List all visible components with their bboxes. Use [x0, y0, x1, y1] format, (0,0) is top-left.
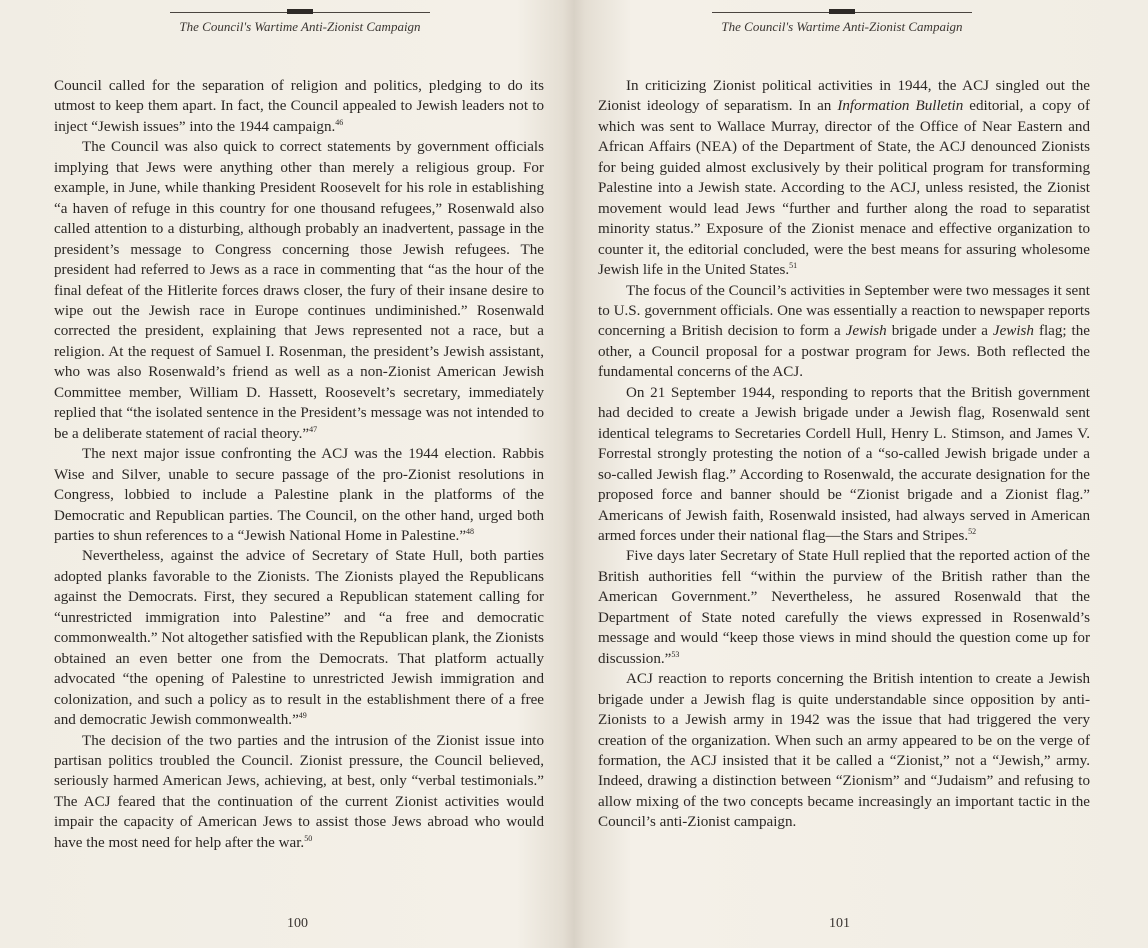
left-running-head-text: The Council's Wartime Anti-Zionist Campaign [179, 19, 421, 34]
text-run: The next major issue confronting the ACJ was the 1944 election. Rabbis Wise and Silver, unable to secure passage of the pro-Zionist resolutions in Congress, lobbied to include a Palestine plank in the platforms of the Democratic and Republican parties. The Council, on the other hand, urged both parties to shun references to a “Jewish National Home in Palestine.” [54, 446, 544, 544]
left-running-head [150, 12, 450, 35]
right-page-number: 101 [829, 916, 850, 931]
paragraph [598, 281, 1090, 383]
footnote-ref: 49 [298, 711, 307, 721]
italic-text: Jewish [845, 323, 887, 340]
footnote-ref: 51 [789, 261, 798, 271]
running-head-rule [712, 12, 972, 13]
right-page [574, 0, 1148, 948]
text-run: editorial, a copy of which was sent to Wallace Murray, director of the Office of Near Eastern and African Affairs (NEA) of the Department of State, the ACJ denounced Zionists for being guided almost exclusively by their political program for transforming Palestine into a Jewish state. According to the ACJ, unless resisted, the Zionist movement would lead Jews “further and further along the road to separatist minority status.” Exposure of the Zionist menace and effective organization to counter it, the editorial concluded, were the best means for assuring wholesome Jewish life in the United States. [598, 98, 1090, 279]
right-running-head-text: The Council's Wartime Anti-Zionist Campaign [721, 19, 963, 34]
footnote-ref: 46 [335, 117, 344, 127]
text-run: flag; the other, a Council proposal for a postwar program for Jews. Both reflected the fundamental concerns of the ACJ. [598, 323, 1090, 381]
left-body-text [54, 76, 544, 853]
text-run: ACJ reaction to reports concerning the British intention to create a Jewish brigade under a Jewish flag is quite understandable since opposition by anti-Zionists to a Jewish army in 1942 was the issue that had triggered the very creation of the organization. When such an army appeared to be on the verge of formation, the ACJ insisted that it be called a “Zionist,” not a “Jewish,” army. Indeed, drawing a distinction between “Zionism” and “Judaism” and refusing to allow mixing of the two concepts became increasingly an important tactic in the Council’s anti-Zionist campaign. [598, 671, 1090, 831]
footnote-ref: 50 [304, 833, 313, 843]
footnote-ref: 52 [968, 526, 977, 536]
text-run: Nevertheless, against the advice of Secretary of State Hull, both parties adopted planks favorable to the Zionists. The Zionists played the Republicans against the Democrats. First, they secured a Republican statement calling for “unrestricted immigration into Palestine” and “a free and democratic commonwealth.” Not altogether satisfied with the Republican plank, the Zionists obtained an even better one from the Democrats. That platform actually advocated “the opening of Palestine to unrestricted Jewish immigration and colonization, and such a policy as to result in the establishment there of a free and democratic Jewish commonwealth.” [54, 548, 544, 729]
text-run: Council called for the separation of religion and politics, pledging to do its utmost to keep them apart. In fact, the Council appealed to Jewish leaders not to inject “Jewish issues” into the 1944 campaign. [54, 78, 544, 135]
right-body-text [598, 76, 1090, 833]
running-head-rule [170, 12, 430, 13]
text-run: The decision of the two parties and the intrusion of the Zionist issue into partisan politics troubled the Council. Zionist pressure, the Council believed, seriously harmed American Jews, achieving, at best, only “verbal testimonials.” The ACJ feared that the continuation of the current Zionist activities would impair the capacity of American Jews to assist those Jews abroad who would have the most need for help after the war. [54, 732, 544, 851]
paragraph [598, 669, 1090, 833]
right-running-head [692, 12, 992, 35]
text-run: The focus of the Council’s activities in September were two messages it sent to U.S. government officials. One was essentially a reaction to newspaper reports concerning a British decision to form a [598, 282, 1090, 340]
footnote-ref: 53 [671, 649, 680, 659]
text-run: Five days later Secretary of State Hull replied that the reported action of the British authorities fell “within the purview of the British rather than the American Government.” Nevertheless, he assured Rosenwald that the Department of State noted carefully the views expressed in Rosenwald’s message and would “keep those views in mind should the question come up for discussion.” [598, 548, 1090, 667]
italic-text: Jewish [992, 323, 1034, 340]
footnote-ref: 47 [309, 424, 318, 434]
text-run: The Council was also quick to correct statements by government officials implying that Jews were anything other than merely a religious group. For example, in June, while thanking President Roosevelt for his role in establishing “a haven of refuge in this country for one thousand refugees,” Rosenwald also called attention to a disturbing, although probably an inadvertent, passage in the president’s message to Congress concerning those Jewish refugees. The president had referred to Jews as a race in commenting that “as the hour of the final defeat of the Hitlerite forces draws closer, the fury of their insane desire to wipe out the Jewish race in Europe continues undiminished.” Rosenwald corrected the president, explaining that Jews represented not a race, but a religion. At the request of Samuel I. Rosenman, the president’s Jewish assistant, who was also Rosenwald’s friend as well as a non-Zionist American Jewish Committee member, William D. Hassett, Roosevelt’s secretary, immediately replied that “the isolated sentence in the President’s message was not intended to be a deliberate statement of racial theory.” [54, 139, 544, 442]
paragraph [598, 546, 1090, 669]
paragraph [54, 444, 544, 546]
paragraph [54, 137, 544, 444]
text-run: In criticizing Zionist political activities in 1944, the ACJ singled out the Zionist ideology of separatism. In an [598, 78, 1090, 115]
paragraph [598, 76, 1090, 281]
paragraph [54, 546, 544, 730]
paragraph [54, 76, 544, 137]
text-run: On 21 September 1944, responding to reports that the British government had decided to create a Jewish brigade under a Jewish flag, Rosenwald sent identical telegrams to Secretaries Cordell Hull, Henry L. Stimson, and James V. Forrestal strongly protesting the notion of a “so-called Jewish brigade under a so-called Jewish flag.” According to Rosenwald, the accurate designation for the proposed force and banner should be “Zionist brigade and a Zionist flag.” Americans of Jewish faith, Rosenwald insisted, had always served in American armed forces under their national flag—the Stars and Stripes. [598, 384, 1090, 544]
paragraph [598, 383, 1090, 547]
footnote-ref: 48 [466, 526, 475, 536]
paragraph [54, 731, 544, 854]
italic-text: Information Bulletin [837, 98, 964, 115]
left-page-number: 100 [287, 916, 308, 931]
text-run: brigade under a [886, 323, 993, 340]
